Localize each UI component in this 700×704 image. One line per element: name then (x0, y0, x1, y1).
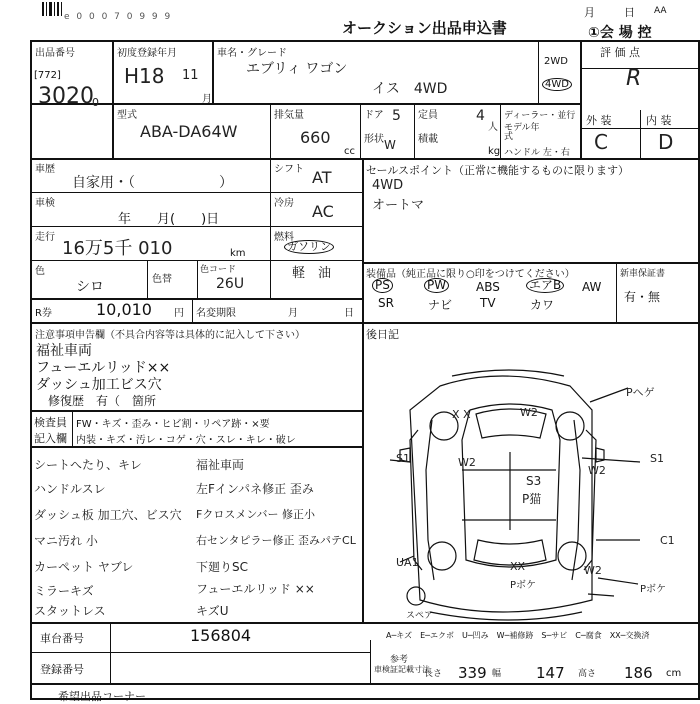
interior-label: 内 装 (646, 114, 672, 127)
recycle-label: R券 (35, 308, 52, 319)
fuel-label: 燃料 (274, 232, 294, 243)
day-label: 日 (624, 6, 635, 19)
damage-label-p-bokeh-right: Pボケ (640, 584, 667, 595)
equipment-ps-circle: PS (372, 278, 393, 293)
color-value: シロ (76, 279, 104, 295)
equipment-aw: AW (582, 280, 602, 294)
notes-line-4: 修復歴 有（ 箇所 (36, 394, 157, 408)
model-year-label: モデル年式 (504, 123, 540, 142)
check-note-right-2: 左Fインパネ修正 歪み (196, 482, 314, 496)
height-value: 186 (624, 664, 653, 682)
venue-copy-label: ①会 場 控 (588, 25, 652, 41)
form-title: オークション出品申込書 (342, 19, 507, 37)
check-note-right-4: 右センタピラー修正 歪みパテCL (196, 534, 356, 547)
car-name-label: 車名・グレード (217, 48, 287, 59)
damage-label-p-bokeh: Pボケ (510, 580, 537, 591)
lot-number-sub: [772] (34, 70, 61, 81)
dealer-label: ディーラー・並行 (504, 111, 576, 121)
fuel-diesel: 軽 油 (292, 266, 332, 281)
height-unit: cm (666, 668, 682, 679)
color-code-value: 26U (216, 276, 245, 292)
mileage-value: 16万5千 010 (62, 238, 173, 259)
car-grade-value: イス 4WD (372, 81, 448, 97)
equipment-label: 装備品（純正品に限り○印をつけてください） (366, 269, 575, 280)
lot-number-value: 3020 (38, 84, 94, 109)
car-name-value: エブリィ ワゴン (246, 61, 348, 77)
equipment-ps (372, 278, 393, 293)
exterior-label: 外 装 (586, 114, 612, 127)
fuel-gasoline-circle: ガソリン (284, 240, 334, 254)
sales-point-line-1: 4WD (372, 178, 404, 193)
displacement-unit: cc (344, 146, 355, 157)
checker-label-2: 記入欄 (34, 432, 67, 445)
shift-value: AT (312, 168, 332, 187)
checker-label-1: 検査員 (34, 416, 67, 429)
name-change-day: 日 (344, 308, 354, 319)
fuel-gasoline (284, 240, 334, 254)
doors-value: 5 (392, 108, 401, 124)
check-note-left-7: スタットレス (34, 604, 106, 618)
mileage-unit: km (230, 248, 246, 259)
frame-number-label: 車台番号 (40, 632, 84, 645)
check-note-right-3: Fクロスメンバー 修正小 (196, 508, 316, 521)
inspection-value: 年 月( )日 (118, 212, 220, 227)
damage-legend: A─キズ E─エクボ U─凹み W─補修跡 S─サビ C─腐食 XX─交換済 (386, 631, 650, 640)
new-car-warranty-label: 新車保証書 (620, 269, 666, 279)
damage-label-xx-top: X X (452, 408, 471, 421)
shape-label: 形状 (364, 134, 384, 145)
check-note-left-6: ミラーキズ (34, 584, 94, 598)
equipment-navi: ナビ (428, 298, 453, 312)
equipment-airbag-circle: エアB (526, 278, 564, 293)
inspection-label: 車検 (35, 198, 55, 209)
mileage-label: 走行 (35, 232, 55, 243)
displacement-value: 660 (300, 128, 331, 147)
damage-label-s1-left: S1 (396, 452, 410, 465)
month-label: 月 (584, 6, 595, 19)
checker-row-2: 内装・キズ・汚レ・コゲ・穴・スレ・キレ・破レ (76, 435, 296, 446)
aircon-value: AC (312, 202, 334, 221)
color-code-label: 色コード (200, 265, 237, 275)
damage-label-pheg: Pヘゲ (626, 386, 655, 399)
equipment-tv: TV (480, 296, 496, 310)
frame-number-value: 156804 (190, 626, 252, 645)
width-value: 147 (536, 664, 565, 682)
sales-point-label: セールスポイント（正常に機能するものに限ります） (366, 164, 630, 177)
new-car-warranty-value: 有・無 (624, 290, 661, 304)
damage-label-c1: C1 (660, 534, 675, 547)
damage-label-w2-bottom: W2 (584, 564, 602, 577)
lot-number-suffix: 0 (92, 96, 99, 109)
aa-label: AA (654, 6, 667, 16)
equipment-sr: SR (378, 296, 394, 310)
name-change-month: 月 (288, 308, 298, 319)
first-registration-year: H18 (124, 64, 165, 88)
checker-row-1: FW・キズ・歪み・ヒビ割・リペア跡・×要 (76, 419, 270, 430)
registration-number-label: 登録番号 (40, 663, 84, 676)
capacity-unit: 人 (488, 122, 498, 133)
later-note-label: 後日記 (366, 328, 399, 341)
name-change-label: 名変期限 (196, 308, 236, 319)
recycle-value: 10,010 (96, 300, 152, 319)
first-registration-label: 初度登録年月 (117, 48, 177, 59)
recycle-unit: 円 (174, 308, 184, 319)
equipment-pw (424, 278, 449, 293)
evaluation-score: R (626, 66, 642, 91)
doors-label: ドア (364, 110, 384, 121)
drive-4wd-circle: 4WD (542, 78, 572, 91)
displacement-label: 排気量 (274, 110, 304, 121)
check-note-left-1: シートへたり、キレ (34, 458, 142, 472)
check-note-right-7: キズU (196, 604, 229, 618)
evaluation-label: 評 価 点 (600, 46, 640, 59)
damage-label-s1-right: S1 (650, 452, 664, 465)
barcode-text: e 0 0 0 7 0 9 9 9 (64, 12, 173, 22)
notes-line-2: フューエルリッド×× (36, 360, 171, 376)
check-note-left-5: カーペット ヤブレ (34, 560, 134, 574)
lot-number-label: 出品番号 (35, 48, 75, 59)
model-label: 型式 (117, 110, 137, 121)
equipment-leather: カワ (530, 298, 555, 312)
equipment-abs: ABS (476, 280, 500, 294)
damage-label-ua1: UA1 (396, 556, 419, 569)
dimensions-sub-label: 車検証記載寸法 (374, 665, 430, 674)
check-note-right-5: 下廻りSC (196, 560, 248, 574)
first-registration-month: 11 (182, 68, 199, 83)
length-value: 339 (458, 664, 487, 682)
load-unit: kg (488, 146, 501, 157)
notes-label: 注意事項申告欄（不具合内容等は具体的に記入して下さい） (35, 330, 305, 341)
height-label: 高さ (578, 669, 597, 679)
interior-grade: D (658, 130, 674, 154)
load-label: 積載 (418, 134, 438, 145)
capacity-label: 定員 (418, 110, 438, 121)
damage-label-p-deep: P猫 (522, 492, 542, 506)
aircon-label: 冷房 (274, 198, 294, 209)
drive-2wd-label: 2WD (544, 56, 568, 67)
damage-label-w2-left: W2 (458, 456, 476, 469)
check-note-left-2: ハンドルスレ (34, 482, 106, 496)
notes-line-1: 福祉車両 (36, 343, 92, 359)
capacity-value: 4 (476, 108, 485, 124)
history-label: 車歴 (35, 164, 55, 175)
sales-point-line-2: オートマ (372, 198, 425, 213)
exterior-grade: C (594, 130, 608, 154)
equipment-pw-circle: PW (424, 278, 449, 293)
history-value: 自家用・（ ） (72, 175, 233, 191)
check-note-left-4: マニ汚れ 小 (34, 534, 98, 548)
check-note-left-3: ダッシュ板 加工穴、ビス穴 (34, 508, 182, 522)
equipment-airbag (526, 278, 564, 293)
check-note-right-1: 福祉車両 (196, 458, 245, 472)
check-note-right-6: フューエルリッド ×× (196, 582, 315, 596)
damage-label-xx-bottom: XX (510, 560, 526, 573)
handle-side-label: ハンドル 左・右 (504, 148, 570, 158)
preferred-corner-label: 希望出品コーナー (58, 690, 146, 703)
shift-label: シフト (274, 164, 304, 175)
damage-label-w2-top: W2 (520, 406, 538, 419)
model-value: ABA-DA64W (140, 122, 238, 141)
shape-value: W (384, 138, 396, 152)
drive-4wd-selected (542, 78, 572, 91)
damage-label-s3: S3 (526, 474, 542, 488)
length-label: 長さ (424, 669, 443, 679)
color-change-label: 色替 (152, 274, 172, 285)
damage-label-w2-right: W2 (588, 464, 606, 477)
dimensions-label: 参考 (390, 655, 409, 665)
first-registration-month-unit: 月 (202, 94, 212, 105)
spare-tire-label: スペア (406, 611, 434, 621)
color-label: 色 (35, 266, 45, 277)
notes-line-3: ダッシュ加工ビス穴 (36, 377, 162, 393)
width-label: 幅 (492, 669, 502, 679)
